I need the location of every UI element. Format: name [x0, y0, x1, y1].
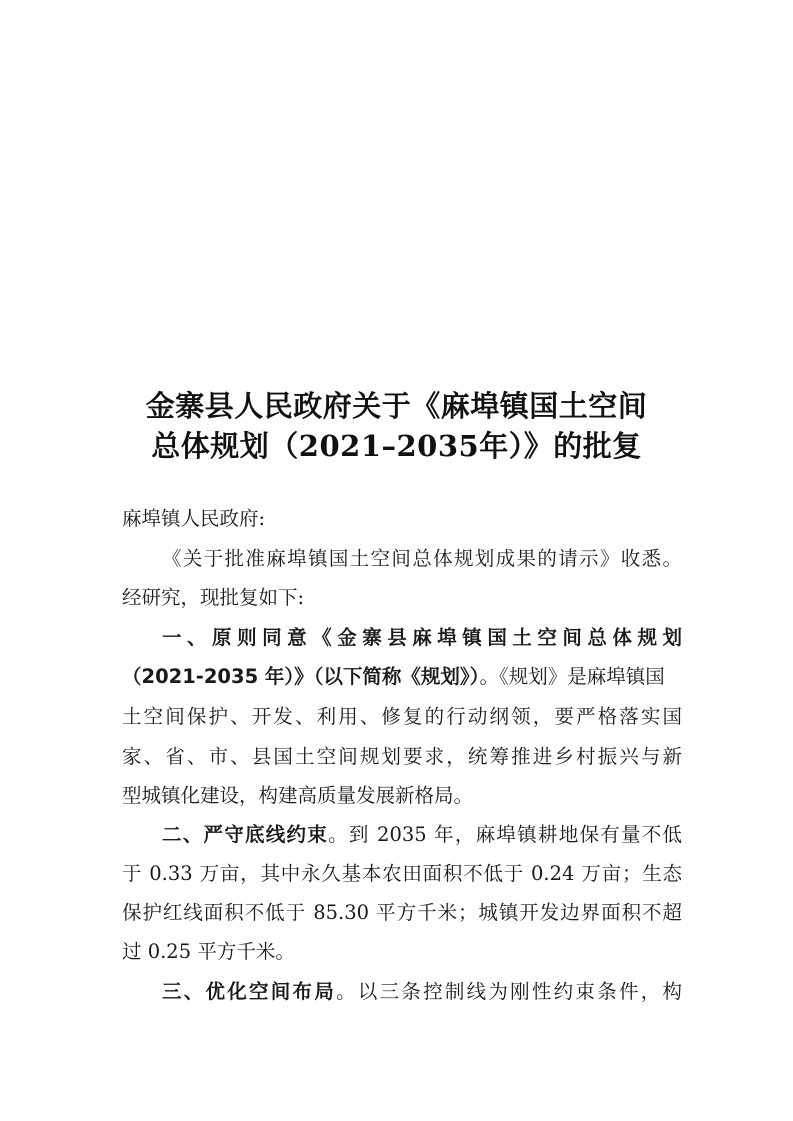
- section-2-line-2: 于 0.33 万亩，其中永久基本农田面积不低于 0.24 万亩；生态: [122, 862, 682, 885]
- section-1-line-3: 土空间保护、开发、利用、修复的行动纲领，要严格落实国: [122, 705, 682, 728]
- section-2-line-1: [162, 823, 682, 847]
- section-2-line-3: 保护红线面积不低于 85.30 平方千米；城镇开发边界面积不超: [122, 901, 682, 924]
- section-2-line-1-rest: 。到 2035 年，麻埠镇耕地保有量不低: [328, 823, 682, 846]
- section-1-heading-text: 一、原则同意《金寨县麻埠镇国土空间总体规划: [162, 626, 682, 649]
- intro-line-2: 经研究，现批复如下:: [122, 586, 305, 609]
- section-1-line-2-bold: （2021-2035 年）》（以下简称《规划》）: [122, 665, 480, 688]
- document-title-line-2: 总体规划（2021–2035年）》的批复: [151, 429, 642, 463]
- section-1-line-4: 家、省、市、县国土空间规划要求，统筹推进乡村振兴与新: [122, 745, 682, 768]
- section-2-line-4: 过 0.25 平方千米。: [122, 940, 295, 963]
- section-1-line-2: [122, 665, 682, 689]
- section-3-line-1: [162, 980, 682, 1004]
- section-1-heading: [162, 626, 682, 650]
- intro-line-1: 《关于批准麻埠镇国土空间总体规划成果的请示》收悉。: [162, 547, 682, 570]
- salutation: 麻埠镇人民政府:: [122, 507, 266, 530]
- section-1-line-2-rest: 。《规划》是麻埠镇国: [479, 665, 665, 688]
- section-3-heading: 三、优化空间布局: [162, 980, 337, 1003]
- section-2-heading: 二、严守底线约束: [162, 823, 329, 846]
- document-title-line-1: 金寨县人民政府关于《麻埠镇国土空间: [145, 389, 648, 423]
- section-3-line-1-rest: 。以三条控制线为刚性约束条件，构: [336, 980, 682, 1003]
- section-1-line-5: 型城镇化建设，构建高质量发展新格局。: [122, 784, 474, 807]
